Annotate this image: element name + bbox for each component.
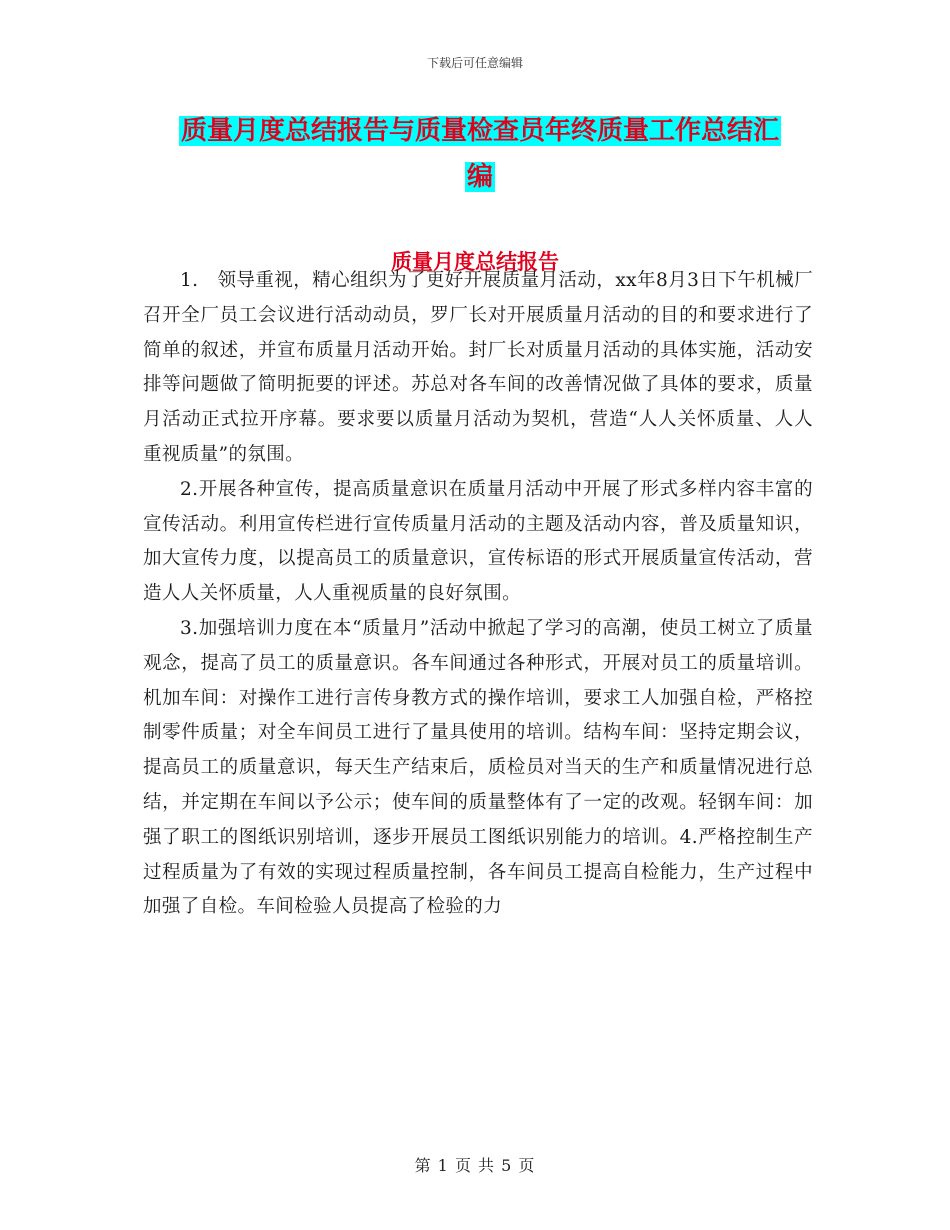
paragraph-1: 1. 领导重视，精心组织为了更好开展质量月活动，xx年8月3日下午机械厂召开全厂员工会议进行活动动员，罗厂长对开展质量月活动的目的和要求进行了简单的叙述，并宣布质量月活动开始。封厂长对质量月活动的具体实施，活动安排等问题做了简明扼要的评述。苏总对各车间的改善情况做了具体的要求，质量月活动正式拉开序幕。要求要以质量月活动为契机，营造“人人关怀质量、人人重视质量”的氛围。 <box>143 270 813 465</box>
paragraph-2: 2.开展各种宣传，提高质量意识在质量月活动中开展了形式多样内容丰富的宣传活动。利用宣传栏进行宣传质量月活动的主题及活动内容，普及质量知识，加大宣传力度，以提高员工的质量意识，宣传标语的形式开展质量宣传活动，营造人人关怀质量，人人重视质量的良好氛围。 <box>143 478 813 605</box>
document-title-line-2: 编 <box>466 162 493 192</box>
page-number: 第 1 页 共 5 页 <box>414 1156 536 1175</box>
document-title <box>140 108 820 200</box>
document-title-line-1: 质量月度总结报告与质量检查员年终质量工作总结汇 <box>180 116 779 146</box>
document-body <box>143 264 813 925</box>
section-title: 质量月度总结报告 <box>391 250 559 274</box>
paragraph-3: 3.加强培训力度在本“质量月”活动中掀起了学习的高潮，使员工树立了质量观念，提高了员工的质量意识。各车间通过各种形式，开展对员工的质量培训。机加车间：对操作工进行言传身教方式的操作培训，要求工人加强自检，严格控制零件质量；对全车间员工进行了量具使用的培训。结构车间：坚持定期会议，提高员工的质量意识，每天生产结束后，质检员对当天的生产和质量情况进行总结，并定期在车间以予公示；使车间的质量整体有了一定的改观。轻钢车间：加强了职工的图纸识别培训，逐步开展员工图纸识别能力的培训。4.严格控制生产过程质量为了有效的实现过程质量控制，各车间员工提高自检能力，生产过程中加强了自检。车间检验人员提高了检验的力 <box>143 617 813 918</box>
header-note: 下载后可任意编辑 <box>426 56 523 70</box>
